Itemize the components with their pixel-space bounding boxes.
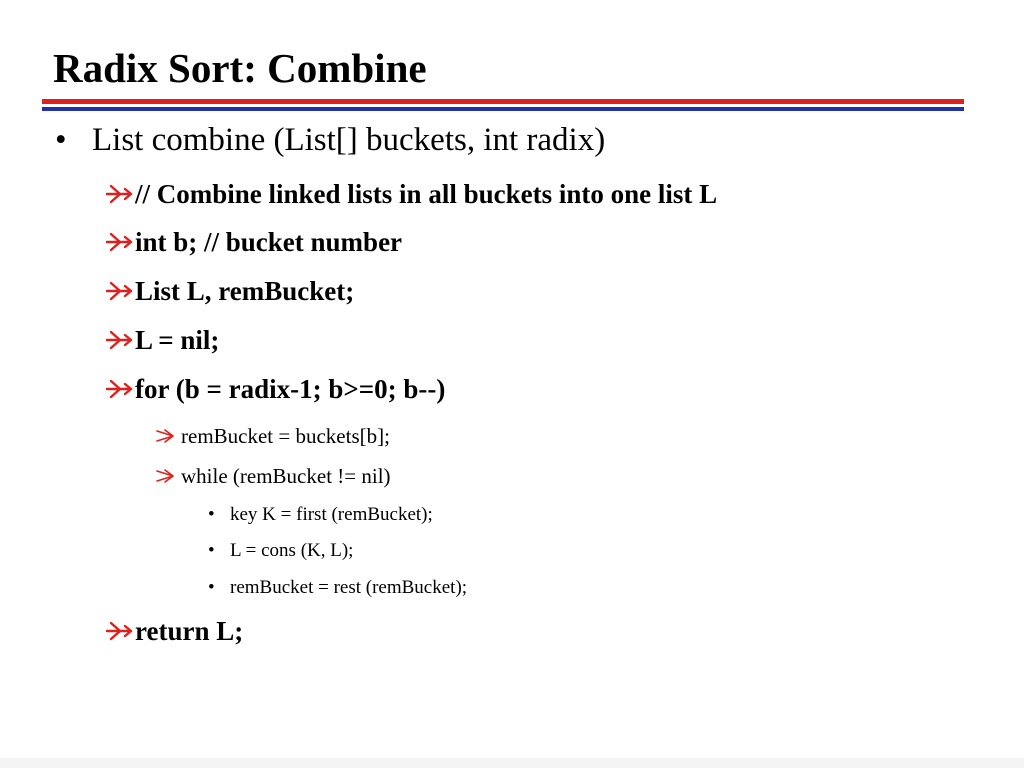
bullet-icon: • bbox=[208, 504, 215, 525]
bullet-line-7 bbox=[155, 424, 390, 449]
bullet-text: remBucket = buckets[b]; bbox=[181, 424, 390, 448]
bullet-text: List combine (List[] buckets, int radix) bbox=[92, 122, 606, 158]
bullet-text: List L, remBucket; bbox=[135, 276, 355, 306]
bullet-icon: • bbox=[208, 577, 215, 598]
bullet-text: while (remBucket != nil) bbox=[181, 464, 391, 488]
bullet-line-9 bbox=[208, 504, 433, 526]
bullet-line-12 bbox=[105, 616, 243, 647]
bottom-strip bbox=[0, 758, 1024, 768]
bullet-icon: • bbox=[208, 540, 215, 561]
bullet-line-4 bbox=[105, 276, 354, 307]
bullet-text: // Combine linked lists in all buckets into one list L bbox=[135, 179, 718, 209]
airplane-icon bbox=[105, 184, 135, 204]
bullet-text: return L; bbox=[135, 616, 244, 646]
bullet-line-6 bbox=[105, 374, 445, 405]
bullet-line-1 bbox=[55, 122, 605, 159]
bullet-icon: • bbox=[55, 122, 67, 158]
airplane-icon bbox=[105, 232, 135, 252]
bullet-text: L = cons (K, L); bbox=[230, 540, 354, 561]
airplane-icon bbox=[105, 281, 135, 301]
bullet-line-10 bbox=[208, 540, 353, 562]
bullet-text: L = nil; bbox=[135, 325, 220, 355]
bullet-line-3 bbox=[105, 227, 402, 258]
bullet-text: key K = first (remBucket); bbox=[230, 504, 433, 525]
bullet-line-11 bbox=[208, 577, 467, 599]
bullet-text: remBucket = rest (remBucket); bbox=[230, 577, 468, 598]
title-underline-red bbox=[42, 99, 964, 104]
airplane-icon bbox=[105, 621, 135, 641]
bullet-line-2 bbox=[105, 179, 717, 210]
slide-title: Radix Sort: Combine bbox=[53, 45, 427, 91]
chevron-icon bbox=[155, 428, 181, 444]
chevron-icon bbox=[155, 468, 181, 484]
bullet-line-8 bbox=[155, 464, 391, 489]
airplane-icon bbox=[105, 379, 135, 399]
title-underline-blue bbox=[42, 107, 964, 111]
airplane-icon bbox=[105, 330, 135, 350]
bullet-text: int b; // bucket number bbox=[135, 227, 403, 257]
bullet-text: for (b = radix-1; b>=0; b--) bbox=[135, 374, 446, 404]
bullet-line-5 bbox=[105, 325, 219, 356]
